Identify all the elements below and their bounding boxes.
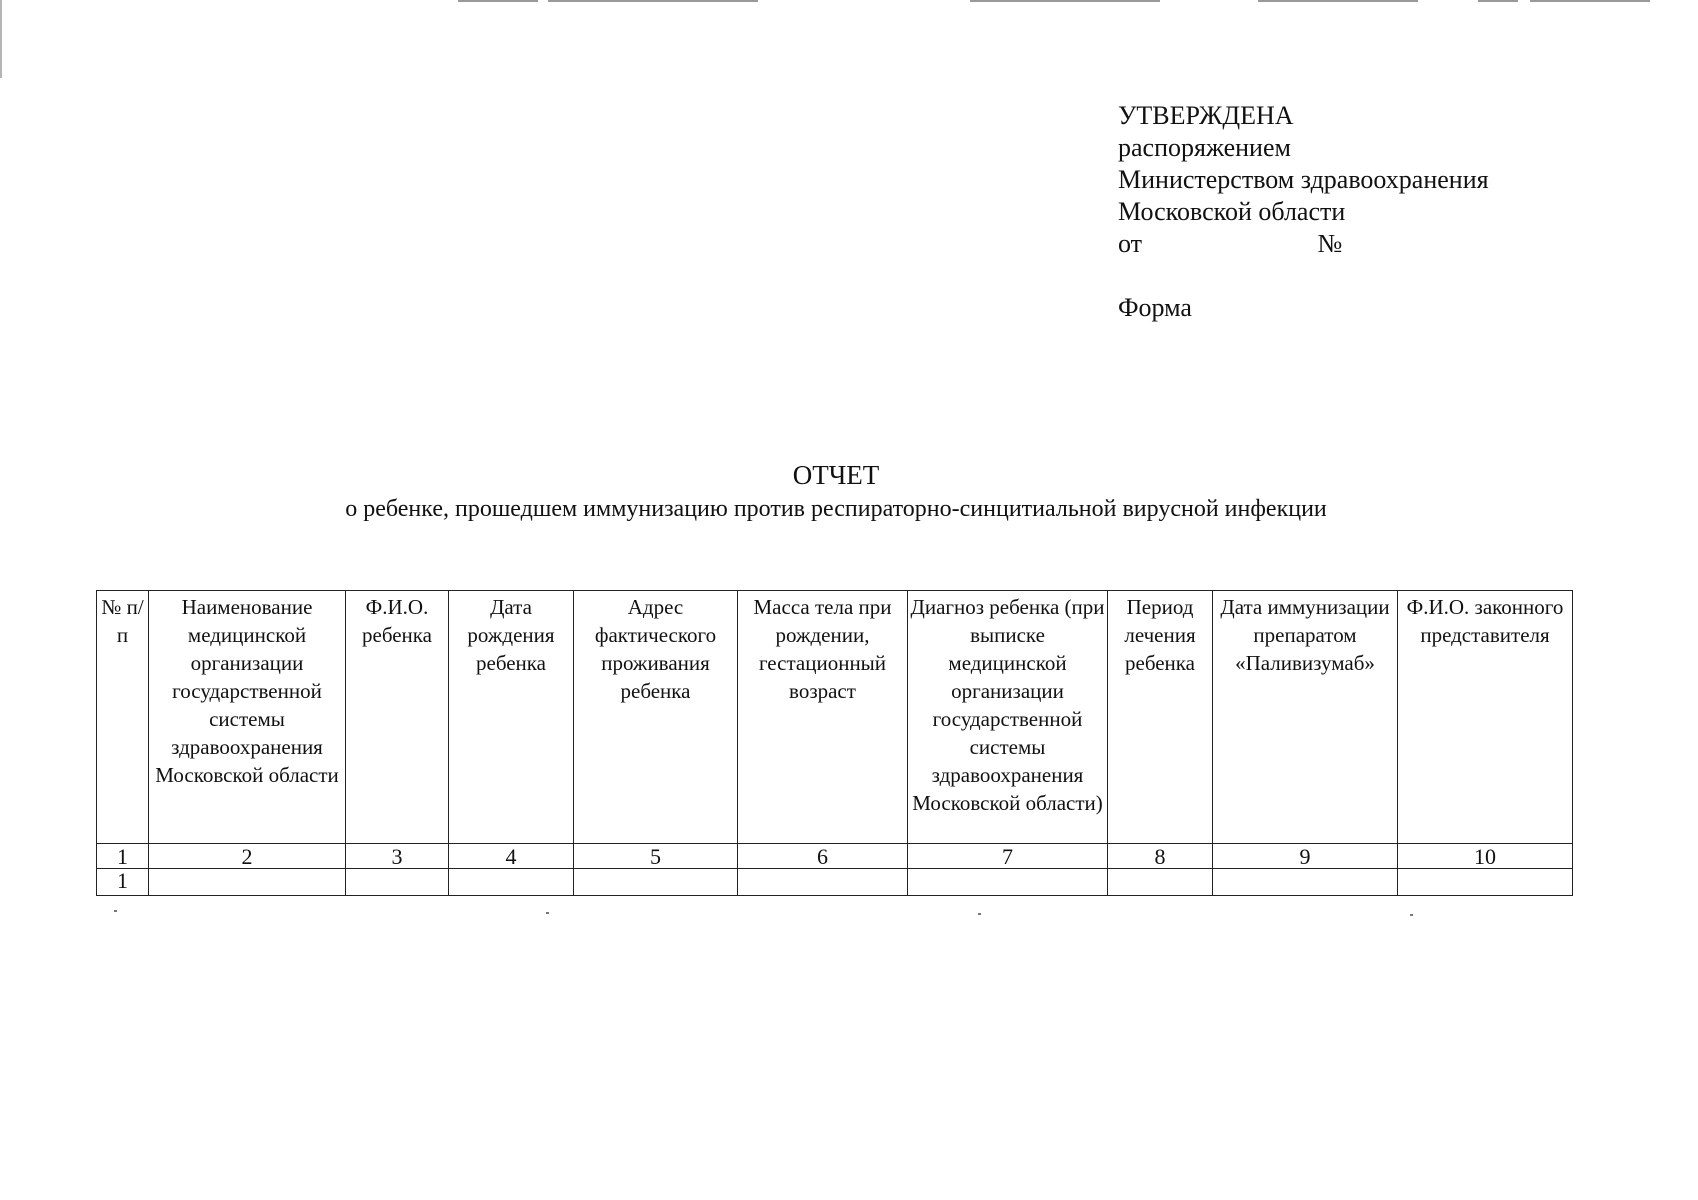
- table-cell: [1398, 869, 1573, 896]
- column-number: 2: [149, 844, 346, 869]
- report-title-block: [96, 458, 1576, 526]
- scan-edge-mark: [1530, 0, 1650, 2]
- scan-speck: [978, 913, 981, 915]
- table-cell: [574, 869, 738, 896]
- table-row: [97, 869, 1573, 896]
- spacer: [1118, 260, 1489, 292]
- column-number: 10: [1398, 844, 1573, 869]
- column-number: 3: [346, 844, 449, 869]
- scan-edge-mark: [1478, 0, 1518, 2]
- col-header-immunization-date: Дата иммунизации препаратом «Паливизумаб»: [1213, 591, 1398, 844]
- column-number: 9: [1213, 844, 1398, 869]
- column-number: 5: [574, 844, 738, 869]
- scan-edge-mark: [548, 0, 758, 2]
- col-header-organization: Наименование медицинской организации государственной системы здравоохранения Московской области: [149, 591, 346, 844]
- col-header-guardian-name: Ф.И.О. законного представителя: [1398, 591, 1573, 844]
- approval-by: распоряжением: [1118, 133, 1291, 162]
- table-cell: [149, 869, 346, 896]
- table-cell: [1108, 869, 1213, 896]
- table-cell-number: 1: [97, 869, 149, 896]
- col-header-birth-weight: Масса тела при рождении, гестационный возраст: [738, 591, 908, 844]
- column-number: 1: [97, 844, 149, 869]
- column-number: 4: [449, 844, 574, 869]
- scan-edge-mark: [1258, 0, 1418, 2]
- column-number: 7: [908, 844, 1108, 869]
- col-header-number: № п/п: [97, 591, 149, 844]
- table-cell: [449, 869, 574, 896]
- column-number: 8: [1108, 844, 1213, 869]
- report-table: [96, 590, 1573, 896]
- form-label: Форма: [1118, 293, 1192, 322]
- column-number-row: [97, 844, 1573, 869]
- col-header-treatment-period: Период лечения ребенка: [1108, 591, 1213, 844]
- scan-edge-mark: [970, 0, 1160, 2]
- col-header-address: Адрес фактического проживания ребенка: [574, 591, 738, 844]
- scan-speck: [1410, 914, 1413, 916]
- scan-edge-mark: [458, 0, 538, 2]
- approval-block: [1118, 100, 1489, 324]
- column-number: 6: [738, 844, 908, 869]
- report-title: ОТЧЕТ: [792, 460, 880, 490]
- col-header-child-name: Ф.И.О. ребенка: [346, 591, 449, 844]
- scan-speck: [546, 912, 549, 914]
- header-row: [97, 591, 1573, 844]
- report-subtitle: о ребенке, прошедшем иммунизацию против респираторно-синцитиальной вирусной инфекции: [345, 496, 1327, 522]
- scan-edge-mark: [0, 0, 2, 78]
- table-cell: [346, 869, 449, 896]
- table-cell: [908, 869, 1108, 896]
- approval-heading: УТВЕРЖДЕНА: [1118, 101, 1294, 130]
- approval-ministry: Министерством здравоохранения: [1118, 165, 1489, 194]
- approval-region: Московской области: [1118, 197, 1346, 226]
- approval-date-number: от №: [1118, 229, 1343, 258]
- scan-speck: [114, 910, 117, 912]
- col-header-diagnosis: Диагноз ребенка (при выписке медицинской организации государственной системы здравоохранения Московской области): [908, 591, 1108, 844]
- table-cell: [738, 869, 908, 896]
- col-header-birth-date: Дата рождения ребенка: [449, 591, 574, 844]
- table-cell: [1213, 869, 1398, 896]
